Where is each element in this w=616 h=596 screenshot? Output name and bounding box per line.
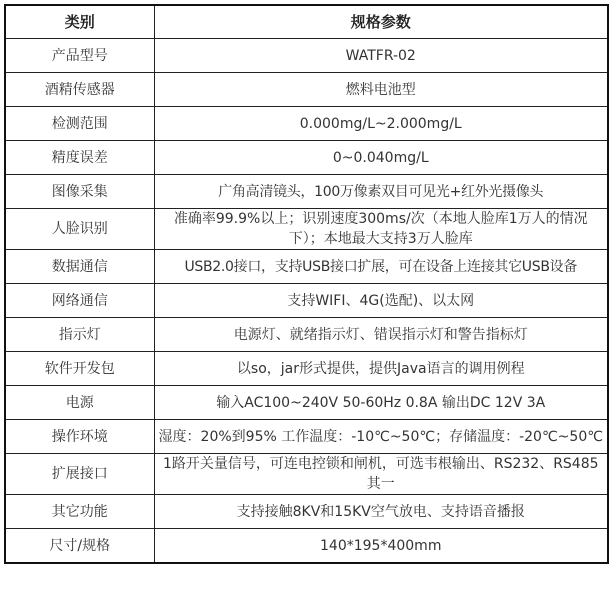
- row-value: 支持接触8KV和15KV空气放电、支持语音播报: [154, 495, 608, 529]
- table-row: [5, 454, 608, 495]
- row-value: 燃料电池型: [154, 73, 608, 107]
- table-row: [5, 39, 608, 73]
- header-spec: 规格参数: [154, 5, 608, 39]
- row-value: 0~0.040mg/L: [154, 141, 608, 175]
- table-row: [5, 284, 608, 318]
- row-label: 电源: [5, 386, 154, 420]
- row-value: 以so，jar形式提供，提供Java语言的调用例程: [154, 352, 608, 386]
- table-row: [5, 107, 608, 141]
- row-value: 广角高清镜头，100万像素双目可见光+红外光摄像头: [154, 175, 608, 209]
- table-row: [5, 175, 608, 209]
- row-label: 产品型号: [5, 39, 154, 73]
- row-value: USB2.0接口，支持USB接口扩展，可在设备上连接其它USB设备: [154, 250, 608, 284]
- row-value: 140*195*400mm: [154, 529, 608, 564]
- row-label: 其它功能: [5, 495, 154, 529]
- row-label: 尺寸/规格: [5, 529, 154, 564]
- row-label: 网络通信: [5, 284, 154, 318]
- row-value: 1路开关量信号，可连电控锁和闸机，可选韦根输出、RS232、RS485其一: [154, 454, 608, 495]
- table-row: [5, 420, 608, 454]
- row-value: 湿度：20%到95% 工作温度：-10℃~50℃；存储温度：-20℃~50℃: [154, 420, 608, 454]
- row-value: WATFR-02: [154, 39, 608, 73]
- row-value: 0.000mg/L~2.000mg/L: [154, 107, 608, 141]
- table-header-row: [5, 5, 608, 39]
- row-label: 检测范围: [5, 107, 154, 141]
- table-row: [5, 209, 608, 250]
- table-row: [5, 386, 608, 420]
- row-label: 操作环境: [5, 420, 154, 454]
- row-value: 电源灯、就绪指示灯、错误指示灯和警告指标灯: [154, 318, 608, 352]
- row-label: 扩展接口: [5, 454, 154, 495]
- row-label: 精度误差: [5, 141, 154, 175]
- row-label: 人脸识别: [5, 209, 154, 250]
- table-row: [5, 318, 608, 352]
- table-row: [5, 73, 608, 107]
- table-row: [5, 495, 608, 529]
- row-value: 准确率99.9%以上；识别速度300ms/次（本地人脸库1万人的情况下）；本地最大支持3万人脸库: [154, 209, 608, 250]
- row-label: 图像采集: [5, 175, 154, 209]
- row-value: 支持WIFI、4G(选配)、以太网: [154, 284, 608, 318]
- row-value: 输入AC100~240V 50-60Hz 0.8A 输出DC 12V 3A: [154, 386, 608, 420]
- row-label: 软件开发包: [5, 352, 154, 386]
- table-row: [5, 141, 608, 175]
- row-label: 酒精传感器: [5, 73, 154, 107]
- table-row: [5, 250, 608, 284]
- table-row: [5, 529, 608, 564]
- table-row: [5, 352, 608, 386]
- spec-table: [4, 4, 609, 564]
- header-category: 类别: [5, 5, 154, 39]
- row-label: 指示灯: [5, 318, 154, 352]
- row-label: 数据通信: [5, 250, 154, 284]
